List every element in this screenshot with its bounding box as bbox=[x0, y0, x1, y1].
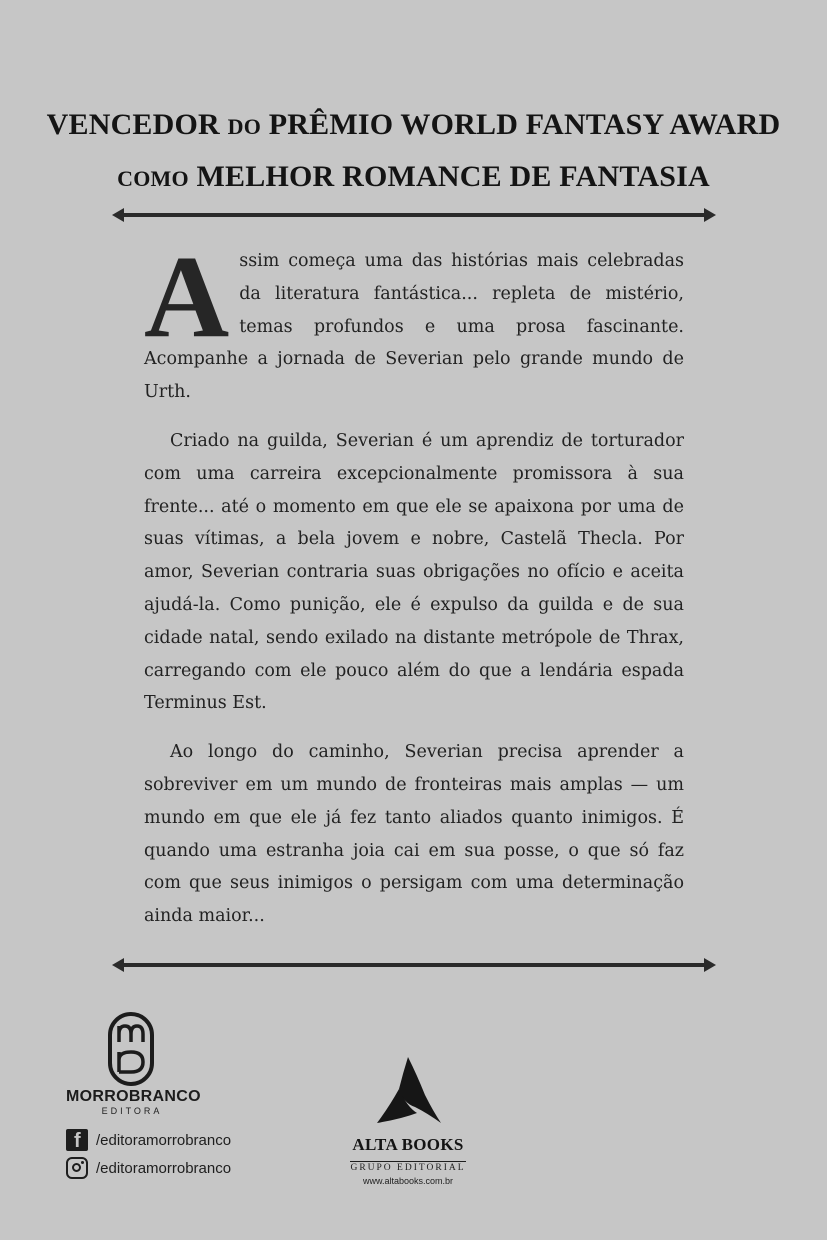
headline-category: MELHOR ROMANCE DE FANTASIA bbox=[196, 160, 710, 193]
headline-word-do: DO bbox=[227, 114, 262, 139]
alta-books-url[interactable]: www.altabooks.com.br bbox=[362, 1176, 454, 1186]
arrow-right-icon bbox=[704, 208, 716, 222]
arrow-right-icon bbox=[704, 958, 716, 972]
alta-books-logo bbox=[348, 1055, 468, 1186]
alta-books-sub: GRUPO EDITORIAL bbox=[350, 1163, 466, 1173]
facebook-handle-text: /editoramorrobranco bbox=[96, 1131, 232, 1149]
instagram-handle[interactable] bbox=[66, 1157, 231, 1179]
headline bbox=[0, 100, 827, 204]
drop-cap: A bbox=[144, 231, 230, 362]
divider-bar bbox=[120, 963, 708, 967]
headline-word-vencedor: VENCEDOR bbox=[46, 108, 220, 141]
headline-line-1 bbox=[0, 100, 827, 152]
morrobranco-logo-icon bbox=[108, 1012, 154, 1086]
headline-award: PRÊMIO WORLD FANTASY AWARD bbox=[268, 108, 781, 141]
paragraph-1-text: ssim começa uma das histórias mais celebradas da literatura fantástica... repleta de mistério, temas profundos e uma prosa fascinante. Acompanhe a jornada de Severian pelo grande mundo de Urth. bbox=[144, 251, 684, 403]
paragraph-2: Criado na guilda, Severian é um aprendiz de torturador com uma carreira excepcionalmente promissora à sua frente... até o momento em que ele se apaixona por uma de suas vítimas, a bela jovem e nobre, Castelã Thecla. Por amor, Severian contraria suas obrigações no ofício e aceita ajudá-la. Como punição, ele é expulso da guilda e de sua cidade natal, sendo exilado na distante metrópole de Thrax, carregando com ele pouco além do que a lendária espada Terminus Est. bbox=[144, 430, 684, 714]
paragraph-3: Ao longo do caminho, Severian precisa aprender a sobreviver em um mundo de fronteiras mais amplas — um mundo em que ele já fez tanto aliados quanto inimigos. É quando uma estranha joia cai em sua posse, o que só faz com que seus inimigos o persigam com uma determinação ainda maior... bbox=[144, 742, 684, 927]
paragraph-1 bbox=[144, 231, 684, 409]
publisher-name: MORROBRANCO bbox=[66, 1088, 201, 1105]
headline-word-como: COMO bbox=[117, 166, 189, 191]
alta-books-name: ALTA BOOKS bbox=[352, 1135, 464, 1154]
publisher-sub: EDITORA bbox=[101, 1106, 163, 1116]
divider-bar bbox=[120, 213, 708, 217]
facebook-handle[interactable] bbox=[66, 1129, 231, 1151]
instagram-icon bbox=[66, 1157, 88, 1179]
synopsis bbox=[144, 231, 684, 949]
top-divider bbox=[112, 208, 716, 222]
alta-books-logo-icon bbox=[373, 1055, 443, 1127]
instagram-handle-text: /editoramorrobranco bbox=[96, 1159, 232, 1177]
bottom-divider bbox=[112, 958, 716, 972]
facebook-icon: f bbox=[66, 1129, 88, 1151]
headline-line-2 bbox=[0, 152, 827, 204]
morrobranco-logo bbox=[66, 1012, 202, 1116]
